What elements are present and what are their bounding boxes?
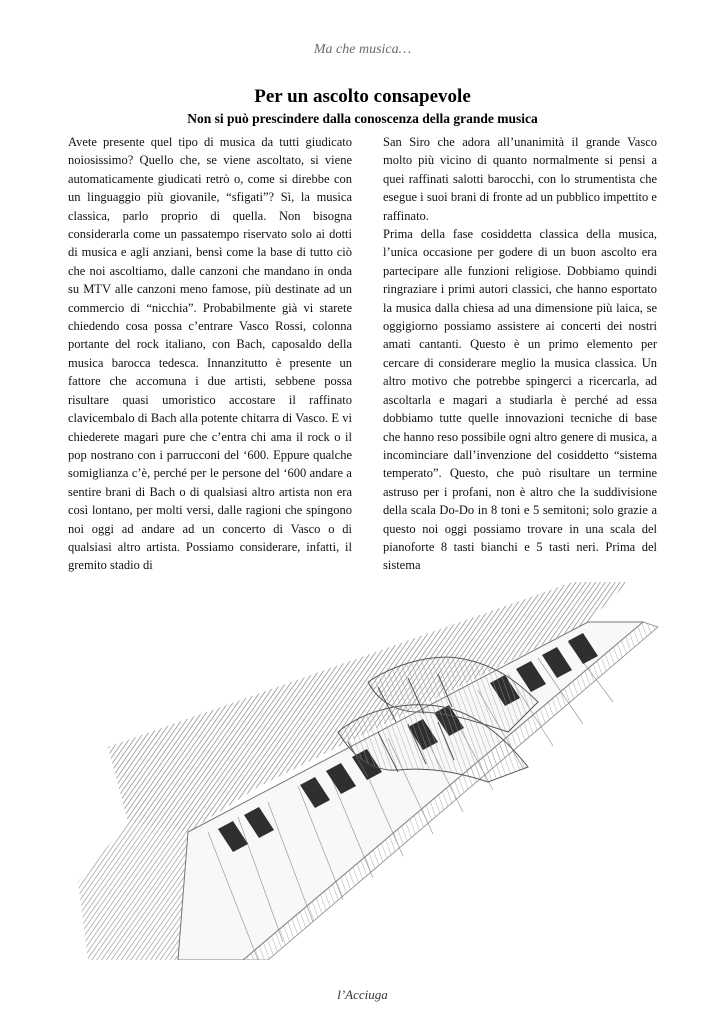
article-title: Per un ascolto consapevole bbox=[254, 86, 471, 107]
right-column bbox=[383, 133, 657, 583]
left-column bbox=[68, 133, 352, 583]
right-paragraph-1: San Siro che adora all’unanimità il grande Vasco molto più vicino di quanto normalmente si pensi a quei raffinati salotti barocchi, con lo strumentista che esegue i suoi brani di fronte ad un pubblico impettito e raffinato. bbox=[383, 135, 657, 223]
left-paragraph-1: Avete presente quel tipo di musica da tutti giudicato noiosissimo? Quello che, se viene ascoltato, si viene automaticamente giudicati retrò o, come si direbbe con un linguaggio più giovanile, “sfigati”? Sì, la musica classica, parlo proprio di quella. Non bisogna considerarla come un passatempo riservato solo ai dotti di musica e agli anziani, bensì come la base di tutto ciò che noi ascoltiamo, dalle canzoni che mandano in onda su MTV alle canzoni meno famose, più destinate ad un commercio di “nicchia”. Probabilmente già vi starete chiedendo cosa possa c’entrare Vasco Rossi, colonna portante del rock italiano, con Bach, caposaldo della musica barocca tedesca. Innanzitutto è presente un fattore che accomuna i due artisti, sebbene possa risultare quasi umoristico accostare il raffinato clavicembalo di Bach alla potente chitarra di Vasco. E vi chiederete magari pure che c’entra chi ama il rock o il pop nostrano con i parrucconi del ‘600. Eppure qualche somiglianza c’è, perché per le persone del ‘600 andare a sentire brani di Bach o di qualsiasi altro artista non era così lontano, per molti versi, dalle ragioni che spingono noi oggi ad andare ad un concerto di Vasco o di qualsiasi altro artista. Possiamo considerare, infatti, il gremito stadio di bbox=[68, 135, 352, 573]
right-paragraph-2: Prima della fase cosiddetta classica della musica, l’unica occasione per godere di un buon ascolto era partecipare alle funzioni religiose. Dobbiamo quindi ringraziare i primi autori classici, che hanno esportato la musica dalla chiesa ad una dimensione più laica, se oggigiorno possiamo assistere ai concerti dei nostri amati cantanti. Questo è un primo elemento per cercare di considerare meglio la musica classica. Un altro motivo che potrebbe spingerci a ricercarla, ad ascoltarla e magari a studiarla è perché ad essa dobbiamo tutte quelle innovazioni tecniche di base che hanno reso possibile ogni altro genere di musica, a incominciare dall’invenzione del cosiddetto “sistema temperato”. Questo, che può risultare un termine astruso per i profani, non è altro che la suddivisione della scala Do-Do in 8 toni e 5 semitoni; solo grazie a questo noi oggi possiamo trovare in una scala del pianoforte 8 tasti bianchi e 5 tasti neri. Prima del sistema bbox=[383, 227, 657, 573]
piano-hands-drawing bbox=[68, 582, 660, 960]
article-subtitle: Non si può prescindere dalla conoscenza della grande musica bbox=[187, 111, 538, 126]
publication-footer: l’Acciuga bbox=[337, 987, 388, 1002]
running-header: Ma che musica… bbox=[313, 42, 412, 57]
